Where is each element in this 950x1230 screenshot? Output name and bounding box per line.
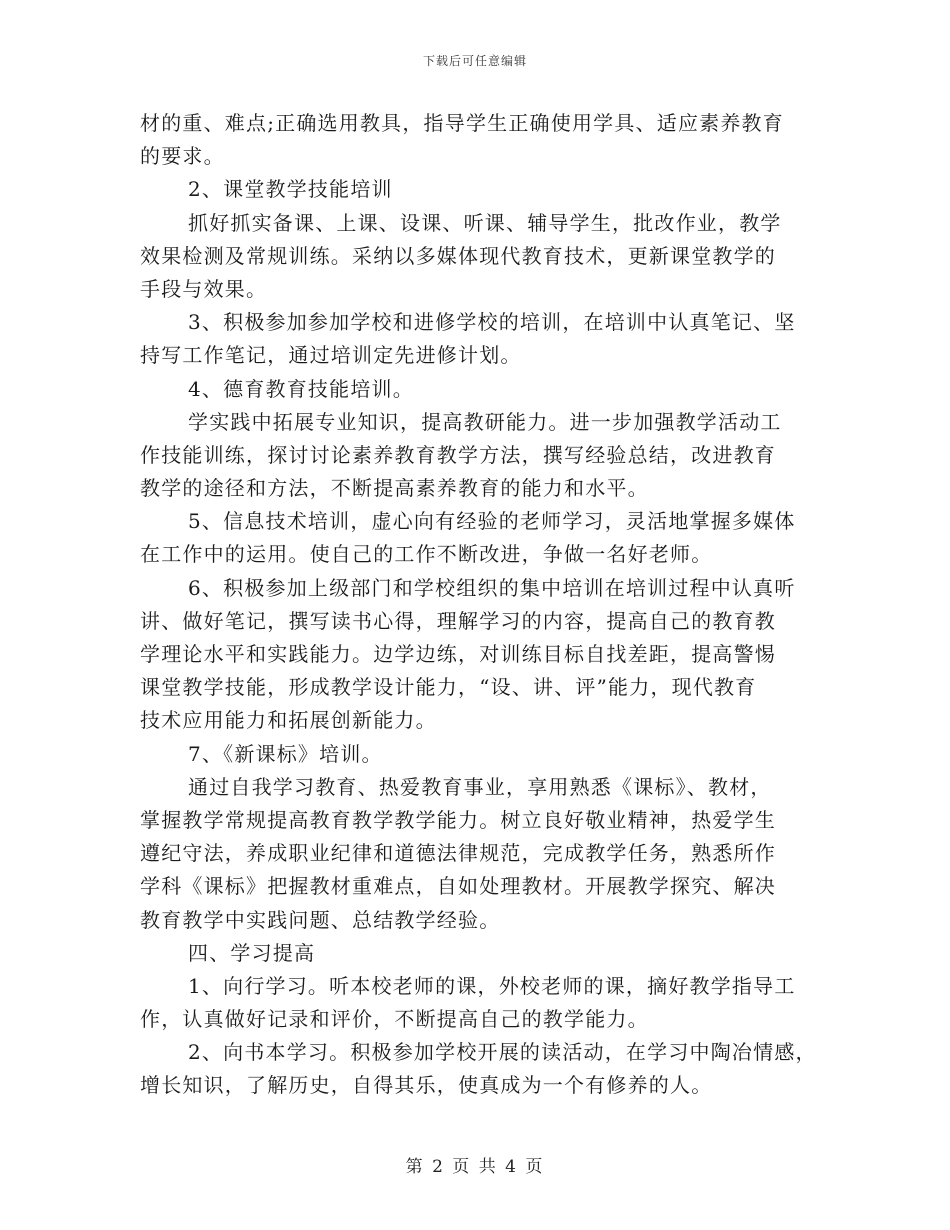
text-line: 抓好抓实备课、上课、设课、听课、辅导学生，批改作业，教学	[188, 210, 782, 235]
text-line: 教育教学中实践问题、总结教学经验。	[140, 907, 501, 932]
text-line: 5、信息技术培训，虚心向有经验的老师学习，灵活地掌握多媒体	[188, 509, 796, 534]
text-line: 通过自我学习教育、热爱教育事业，享用熟悉《课标》、教材，	[188, 774, 772, 799]
text-line: 讲、做好笔记，撰写读书心得，理解学习的内容，提高自己的教育教	[140, 608, 776, 633]
text-line: 技术应用能力和拓展创新能力。	[140, 708, 437, 733]
text-line: 学理论水平和实践能力。边学边练，对训练目标自找差距，提高警惕	[140, 642, 776, 666]
text-line: 7、《新课标》培训。	[188, 741, 383, 766]
text-line: 在工作中的运用。使自己的工作不断改进，争做一名好老师。	[140, 542, 713, 567]
text-line: 课堂教学技能，形成教学设计能力，“设、讲、评”能力，现代教育	[140, 675, 757, 700]
text-line: 效果检测及常规训练。采纳以多媒体现代教育技术，更新课堂教学的	[140, 243, 776, 268]
text-line: 手段与效果。	[140, 276, 268, 301]
text-line: 2、向书本学习。积极参加学校开展的读活动，在学习中陶冶情感，	[188, 1040, 817, 1065]
text-line: 作，认真做好记录和评价，不断提高自己的教学能力。	[140, 1007, 649, 1032]
text-line: 6、积极参加上级部门和学校组织的集中培训在培训过程中认真听	[188, 575, 796, 600]
text-line: 学实践中拓展专业知识，提高教研能力。进一步加强教学活动工	[188, 409, 782, 434]
text-line: 持写工作笔记，通过培训定先进修计划。	[140, 343, 522, 368]
text-line: 材的重、难点;正确选用教具，指导学生正确使用学具、适应素养教育	[140, 111, 784, 135]
text-line: 2、课堂教学技能培训	[188, 177, 393, 202]
text-line: 的要求。	[140, 144, 225, 169]
text-line: 学科《课标》把握教材重难点，自如处理教材。开展教学探究、解决	[140, 874, 776, 899]
text-line: 1、向行学习。听本校老师的课，外校老师的课，摘好教学指导工	[188, 973, 796, 998]
page-number: 第 2 页 共 4 页	[405, 1157, 545, 1177]
text-line: 作技能训练，探讨讨论素养教育教学方法，撰写经验总结，改进教育	[140, 442, 776, 467]
text-line: 4、德育教育技能培训。	[188, 376, 414, 401]
text-line: 增长知识，了解历史，自得其乐，使真成为一个有修养的人。	[140, 1073, 713, 1098]
text-line: 掌握教学常规提高教育教学教学能力。树立良好敬业精神，热爱学生	[140, 807, 776, 832]
document-body	[140, 107, 830, 1103]
text-line: 遵纪守法，养成职业纪律和道德法律规范，完成教学任务，熟悉所作	[140, 841, 776, 866]
text-line: 四、学习提高	[188, 940, 316, 965]
page-header: 下载后可任意编辑	[422, 54, 527, 68]
text-line: 教学的途径和方法，不断提高素养教育的能力和水平。	[140, 476, 649, 501]
text-line: 3、积极参加参加学校和进修学校的培训，在培训中认真笔记、坚	[188, 310, 796, 335]
